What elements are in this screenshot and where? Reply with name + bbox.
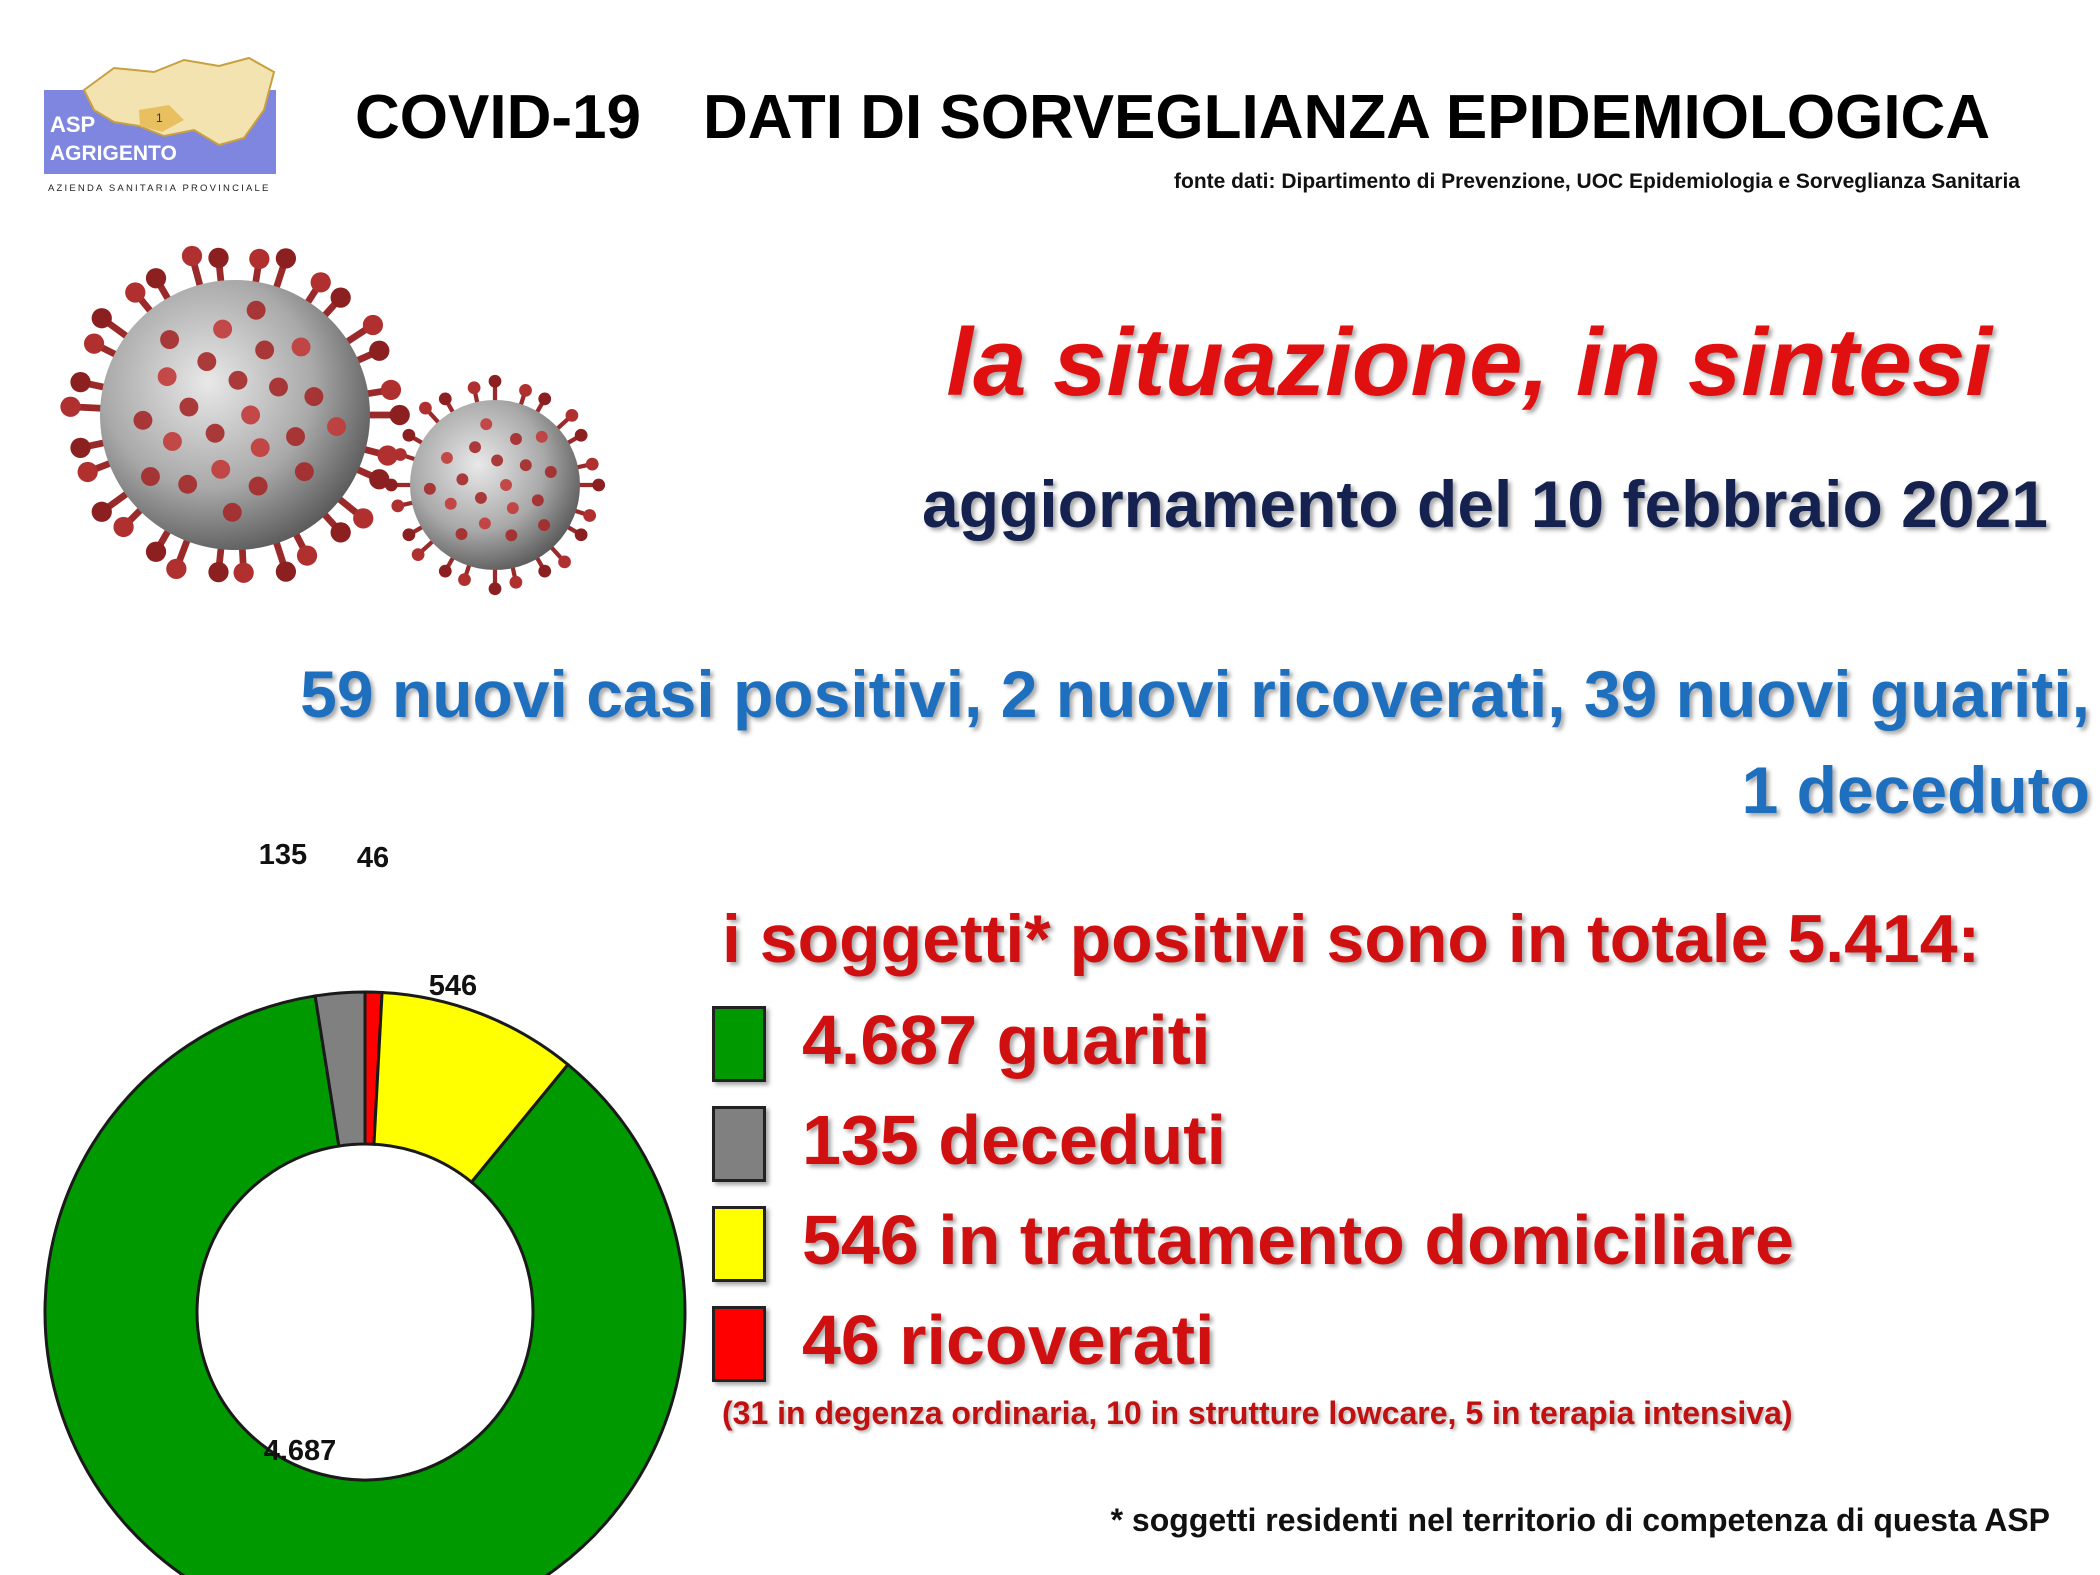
virus-large-surface-protein — [327, 417, 346, 436]
logo-line1: ASP — [50, 112, 96, 137]
virus-large-surface-protein — [304, 387, 323, 406]
virus-large-surface-protein — [229, 371, 248, 390]
virus-large-spike-head — [182, 246, 202, 266]
legend-swatch-green — [712, 1006, 766, 1082]
virus-small-spike-head — [558, 556, 571, 569]
coronavirus-large-icon — [60, 246, 409, 583]
virus-small-spike-head — [489, 582, 502, 595]
virus-small-spike-head — [402, 429, 415, 442]
data-label-domiciliare: 546 — [428, 970, 478, 1002]
virus-large-spike-head — [363, 315, 383, 335]
virus-large-surface-protein — [241, 406, 260, 425]
virus-small-spike-head — [519, 384, 532, 397]
virus-large-spike-head — [125, 282, 145, 302]
virus-small-spike-head — [412, 548, 425, 561]
virus-large-spike-head — [92, 502, 112, 522]
virus-large-spike-head — [381, 380, 401, 400]
virus-large-surface-protein — [141, 467, 160, 486]
logo-subtitle: AZIENDA SANITARIA PROVINCIALE — [48, 183, 271, 194]
virus-large-spike-head — [208, 248, 228, 268]
legend-item-domiciliare — [712, 1200, 2012, 1284]
virus-large-spike-head — [297, 545, 317, 565]
virus-small-surface-protein — [532, 494, 544, 506]
page-title — [355, 82, 2055, 153]
donut-chart — [0, 830, 720, 1575]
virus-small-spike-head — [592, 479, 605, 492]
virus-large-spike-head — [276, 562, 296, 582]
virus-large-surface-protein — [249, 477, 268, 496]
virus-small-spike-head — [489, 375, 502, 388]
headline: la situazione, in sintesi — [946, 309, 1992, 416]
legend-item-guariti — [712, 1000, 2012, 1084]
virus-large-surface-protein — [133, 411, 152, 430]
data-source-note: fonte dati: Dipartimento di Prevenzione, UOC Epidemiologia e Sorveglianza Sanitaria — [1174, 170, 2020, 193]
virus-small-spike-head — [391, 500, 404, 513]
virus-small-spike-head — [575, 528, 588, 541]
virus-small-surface-protein — [480, 418, 492, 430]
virus-large-spike-head — [234, 563, 254, 583]
virus-large-surface-protein — [197, 352, 216, 371]
virus-large-surface-protein — [223, 503, 242, 522]
virus-small-body — [410, 400, 580, 570]
logo-map-marker: 1 — [156, 111, 163, 125]
virus-large-spike-head — [331, 522, 351, 542]
virus-small-surface-protein — [505, 529, 517, 541]
coronavirus-small-icon — [385, 375, 605, 595]
virus-large-surface-protein — [179, 398, 198, 417]
virus-large-surface-protein — [163, 432, 182, 451]
virus-large-surface-protein — [295, 462, 314, 481]
virus-large-surface-protein — [251, 438, 270, 457]
virus-large-surface-protein — [211, 460, 230, 479]
virus-large-spike-head — [311, 272, 331, 292]
virus-large-spike-head — [331, 287, 351, 307]
virus-small-spike-head — [394, 448, 407, 461]
virus-small-spike-head — [575, 429, 588, 442]
virus-large-surface-protein — [160, 330, 179, 349]
virus-small-surface-protein — [536, 431, 548, 443]
virus-large-spike-head — [249, 249, 269, 269]
virus-small-spike-head — [439, 392, 452, 405]
virus-small-spike-head — [538, 565, 551, 578]
virus-large-surface-protein — [178, 475, 197, 494]
legend-text-ricoverati: 46 ricoverati — [802, 1301, 1215, 1379]
virus-small-surface-protein — [500, 479, 512, 491]
virus-large-surface-protein — [158, 367, 177, 386]
virus-large-surface-protein — [213, 320, 232, 339]
virus-small-surface-protein — [445, 498, 457, 510]
virus-small-surface-protein — [507, 502, 519, 514]
virus-small-surface-protein — [510, 433, 522, 445]
virus-large-spike-head — [208, 562, 228, 582]
virus-large-surface-protein — [247, 301, 266, 320]
coronavirus-illustration — [30, 220, 620, 610]
ricoverati-detail: (31 in degenza ordinaria, 10 in strutture lowcare, 5 in terapia intensiva) — [722, 1395, 1793, 1431]
total-positive-line: i soggetti* positivi sono in totale 5.414: — [722, 901, 1981, 977]
virus-small-spike-head — [402, 528, 415, 541]
legend-item-ricoverati — [712, 1300, 2012, 1384]
asp-agrigento-logo — [44, 50, 276, 196]
virus-small-surface-protein — [456, 528, 468, 540]
virus-small-surface-protein — [520, 459, 532, 471]
daily-summary-line1: 59 nuovi casi positivi, 2 nuovi ricoverati, 39 nuovi guariti, — [300, 657, 2090, 731]
virus-large-spike-head — [369, 341, 389, 361]
virus-large-surface-protein — [269, 378, 288, 397]
virus-small-spike-head — [586, 458, 599, 471]
footnote: * soggetti residenti nel territorio di competenza di questa ASP — [1110, 1502, 2050, 1538]
virus-small-surface-protein — [491, 454, 503, 466]
title-surveillance: DATI DI SORVEGLIANZA EPIDEMIOLOGICA — [702, 83, 1991, 152]
virus-small-spike-head — [468, 381, 481, 394]
virus-small-surface-protein — [475, 492, 487, 504]
virus-small-surface-protein — [538, 519, 550, 531]
virus-small-spike-head — [439, 565, 452, 578]
virus-small-surface-protein — [545, 466, 557, 478]
data-label-deceduti: 135 — [258, 839, 308, 871]
virus-large-spike-head — [78, 462, 98, 482]
virus-small-surface-protein — [479, 518, 491, 530]
data-label-ricoverati: 46 — [356, 842, 390, 874]
legend-text-domiciliare: 546 in trattamento domiciliare — [802, 1201, 1794, 1279]
legend-item-deceduti — [712, 1100, 2012, 1184]
update-date: aggiornamento del 10 febbraio 2021 — [922, 467, 2048, 541]
legend-text-deceduti: 135 deceduti — [802, 1101, 1227, 1179]
virus-small-spike-head — [419, 402, 432, 415]
legend-text-guariti: 4.687 guariti — [802, 1001, 1211, 1079]
virus-large-surface-protein — [292, 338, 311, 357]
virus-large-spike-head — [70, 438, 90, 458]
virus-small-spike-head — [538, 392, 551, 405]
virus-small-spike-head — [566, 409, 579, 422]
virus-large-spike-head — [390, 405, 410, 425]
virus-large-spike-head — [113, 517, 133, 537]
title-covid: COVID-19 — [355, 83, 641, 152]
legend-swatch-red — [712, 1306, 766, 1382]
virus-small-surface-protein — [441, 452, 453, 464]
virus-large-spike-head — [276, 248, 296, 268]
virus-large-spike-head — [146, 542, 166, 562]
virus-small-spike-head — [510, 576, 523, 589]
virus-large-surface-protein — [255, 341, 274, 360]
virus-small-surface-protein — [424, 483, 436, 495]
virus-large-spike-head — [70, 372, 90, 392]
virus-large-spike-head — [84, 333, 104, 353]
virus-large-spike-head — [166, 559, 186, 579]
virus-small-spike-head — [385, 479, 398, 492]
virus-small-surface-protein — [469, 441, 481, 453]
virus-large-spike-head — [92, 308, 112, 328]
virus-small-spike-head — [458, 573, 471, 586]
virus-large-surface-protein — [286, 427, 305, 446]
virus-large-surface-protein — [206, 424, 225, 443]
virus-large-spike-head — [146, 268, 166, 288]
virus-small-spike-head — [583, 509, 596, 522]
virus-large-spike-head — [353, 508, 373, 528]
logo-line2: AGRIGENTO — [50, 142, 177, 165]
daily-summary-line2: 1 deceduto — [1741, 753, 2090, 827]
virus-large-spike-head — [60, 397, 80, 417]
data-label-guariti: 4.687 — [263, 1435, 337, 1467]
legend-swatch-yellow — [712, 1206, 766, 1282]
virus-small-surface-protein — [456, 473, 468, 485]
legend-swatch-gray — [712, 1106, 766, 1182]
